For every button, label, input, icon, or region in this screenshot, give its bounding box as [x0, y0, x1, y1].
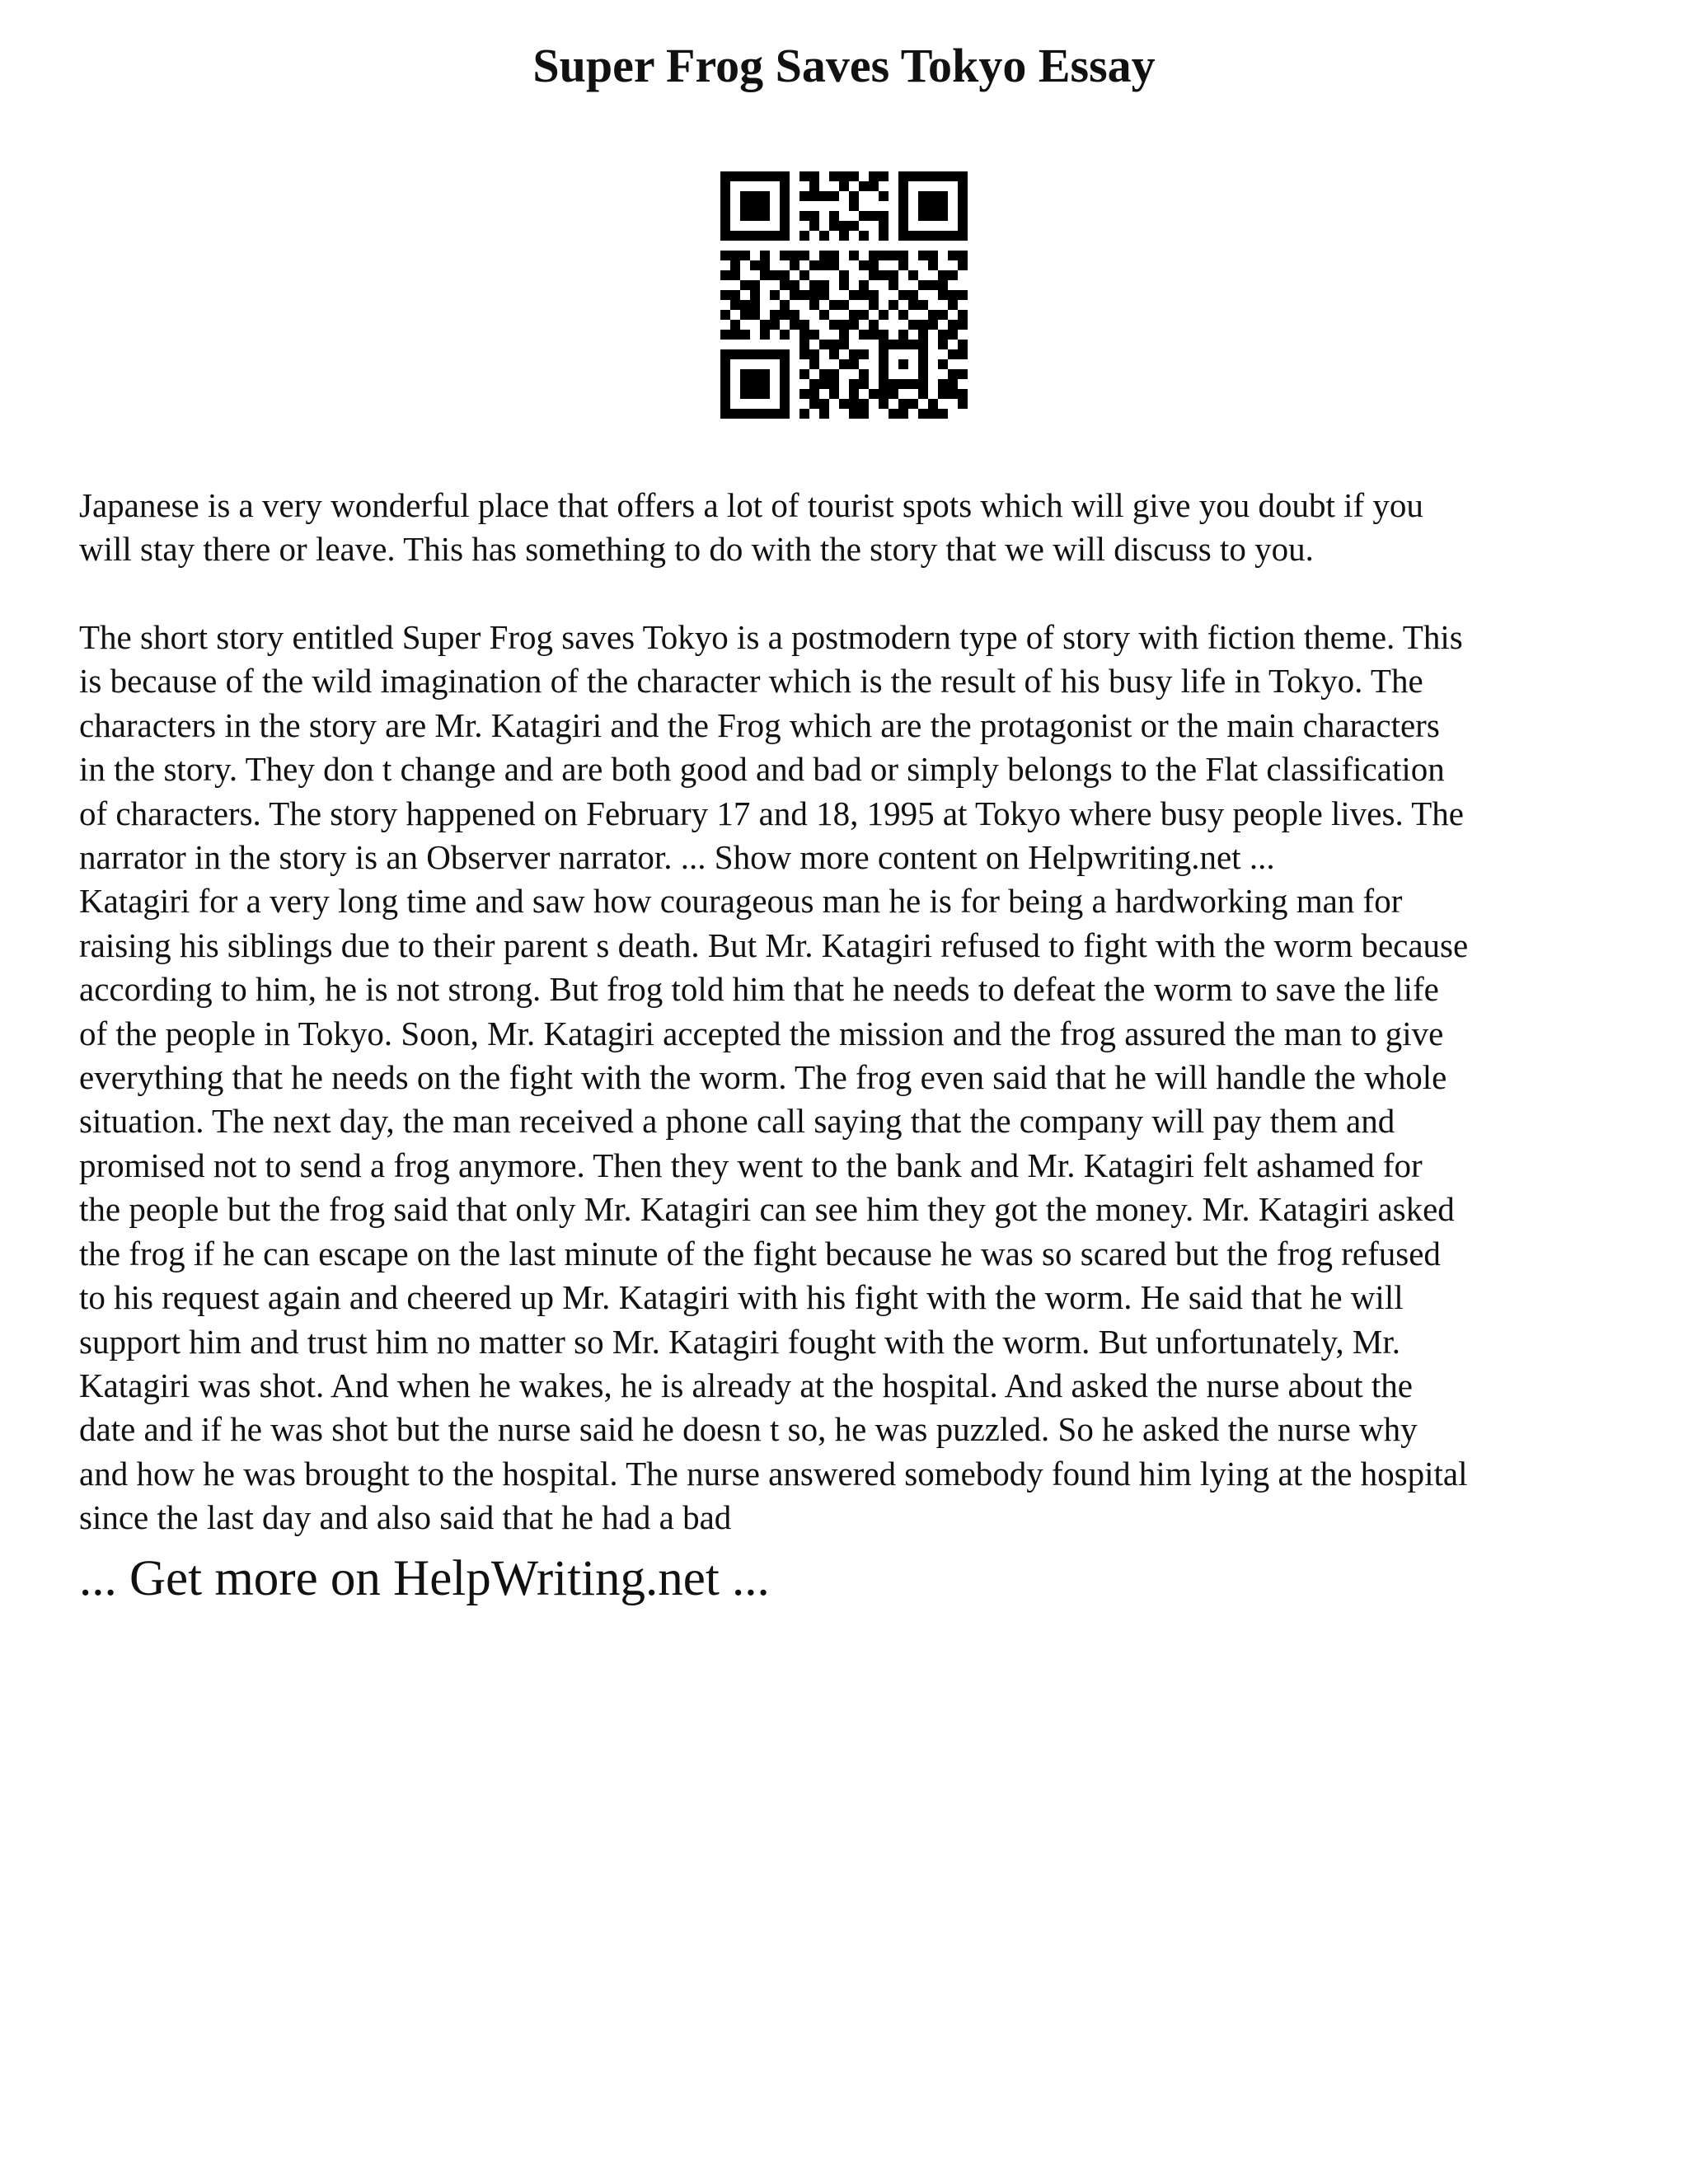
paragraph-line: characters in the story are Mr. Katagiri and the Frog which are the protagonist or the main characters: [79, 705, 1440, 744]
body-paragraph: [79, 616, 1629, 1540]
qr-code-icon: [720, 171, 968, 419]
paragraph-line: narrator in the story is an Observer narrator. ... Show more content on Helpwriting.net ...: [79, 838, 1275, 877]
intro-paragraph: [79, 484, 1629, 572]
paragraph-line: The short story entitled Super Frog saves Tokyo is a postmodern type of story with fiction theme. This: [79, 618, 1463, 656]
get-more-link[interactable]: ... Get more on HelpWriting.net ...: [79, 1551, 770, 1606]
paragraph-line: the people but the frog said that only Mr. Katagiri can see him they got the money. Mr. Katagiri asked: [79, 1190, 1455, 1229]
paragraph-line: since the last day and also said that he had a bad: [79, 1498, 732, 1537]
paragraph-line: in the story. They don t change and are both good and bad or simply belongs to the Flat classification: [79, 750, 1445, 789]
paragraph-line: is because of the wild imagination of the character which is the result of his busy life in Tokyo. The: [79, 662, 1423, 701]
paragraph-line: situation. The next day, the man received a phone call saying that the company will pay them and: [79, 1102, 1395, 1141]
paragraph-line: of the people in Tokyo. Soon, Mr. Katagiri accepted the mission and the frog assured the man to give: [79, 1014, 1444, 1052]
paragraph-line: Katagiri was shot. And when he wakes, he is already at the hospital. And asked the nurse about the: [79, 1366, 1413, 1404]
paragraph-line: according to him, he is not strong. But frog told him that he needs to defeat the worm to save the life: [79, 970, 1439, 1009]
paragraph-line: support him and trust him no matter so Mr. Katagiri fought with the worm. But unfortunately, Mr.: [79, 1322, 1400, 1361]
paragraph-line: Katagiri for a very long time and saw how courageous man he is for being a hardworking man for: [79, 882, 1403, 921]
paragraph-line: Japanese is a very wonderful place that offers a lot of tourist spots which will give you doubt if you: [79, 486, 1423, 524]
page-title: Super Frog Saves Tokyo Essay: [532, 39, 1156, 92]
paragraph-line: of characters. The story happened on February 17 and 18, 1995 at Tokyo where busy people lives. The: [79, 794, 1464, 832]
paragraph-line: and how he was brought to the hospital. The nurse answered somebody found him lying at the hospital: [79, 1454, 1468, 1493]
paragraph-line: everything that he needs on the fight with the worm. The frog even said that he will handle the whole: [79, 1058, 1447, 1097]
qr-code-graphic: [720, 171, 968, 419]
paragraph-line: the frog if he can escape on the last minute of the fight because he was so scared but the frog refused: [79, 1234, 1441, 1272]
paragraph-line: promised not to send a frog anymore. Then they went to the bank and Mr. Katagiri felt ashamed for: [79, 1146, 1423, 1184]
paragraph-line: to his request again and cheered up Mr. Katagiri with his fight with the worm. He said that he will: [79, 1278, 1404, 1317]
paragraph-line: date and if he was shot but the nurse said he doesn t so, he was puzzled. So he asked the nurse why: [79, 1410, 1418, 1449]
paragraph-line: raising his siblings due to their parent s death. But Mr. Katagiri refused to fight with the worm because: [79, 926, 1469, 964]
paragraph-line: will stay there or leave. This has something to do with the story that we will discuss to you.: [79, 530, 1314, 569]
